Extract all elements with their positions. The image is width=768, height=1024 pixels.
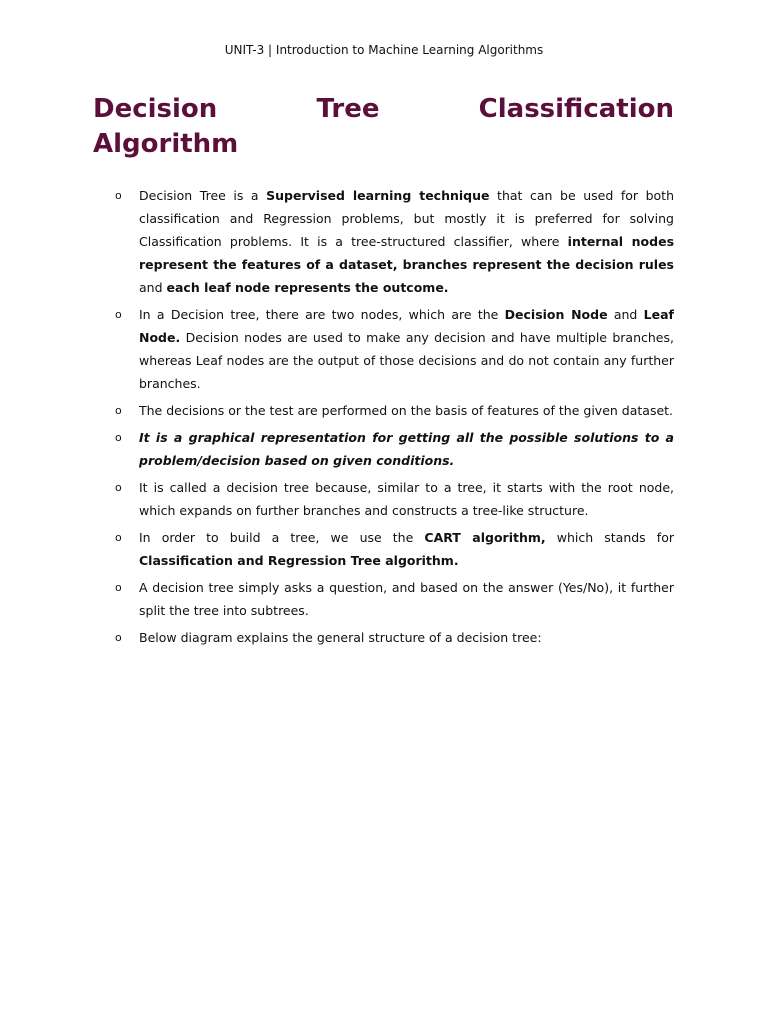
- list-item: [115, 476, 674, 522]
- bullet-circle-icon: o: [115, 531, 122, 544]
- item-text: It is called a decision tree because, similar to a tree, it starts with the root node, which expands on further branches and constructs a tree-like structure.: [139, 480, 674, 518]
- item-bold-text: each leaf node represents the outcome.: [166, 280, 449, 295]
- title-word: Decision: [93, 94, 218, 124]
- list-item: [115, 184, 674, 299]
- list-item: [115, 426, 674, 472]
- title-line-2: Algorithm: [93, 129, 239, 159]
- item-bold-italic-text: It is a graphical representation for getting all the possible solutions to a problem/decision based on given conditions.: [139, 430, 674, 468]
- list-item: [115, 526, 674, 572]
- list-item: [115, 576, 674, 622]
- item-text: and: [607, 307, 644, 322]
- item-bold-text: Leaf Node.: [139, 307, 674, 345]
- bullet-circle-icon: o: [115, 404, 122, 417]
- bullet-circle-icon: o: [115, 631, 122, 644]
- item-text: that can be used for both classification and Regression problems, but mostly it is preferred for solving Classification problems. It is a tree-structured classifier, where: [139, 188, 674, 249]
- item-bold-text: Supervised learning technique: [266, 188, 490, 203]
- running-header: UNIT-3 | Introduction to Machine Learning Algorithms: [224, 43, 544, 57]
- item-bold-text: Classification and Regression Tree algorithm.: [139, 553, 459, 568]
- item-text: Decision nodes are used to make any decision and have multiple branches, whereas Leaf nodes are the output of those decisions and do not contain any further branches.: [139, 330, 674, 391]
- title-word: Classification: [478, 94, 674, 124]
- bullet-circle-icon: o: [115, 189, 122, 202]
- item-text: In a Decision tree, there are two nodes, which are the: [139, 307, 505, 322]
- item-text: The decisions or the test are performed on the basis of features of the given dataset.: [139, 403, 674, 418]
- item-text: Decision Tree is a: [139, 188, 267, 203]
- item-bold-text: internal nodes represent the features of a dataset, branches represent the decision rules: [139, 234, 675, 272]
- bullet-circle-icon: o: [115, 481, 122, 494]
- page-title: [93, 92, 674, 162]
- item-bold-text: Decision Node: [504, 307, 608, 322]
- item-text: In order to build a tree, we use the: [139, 530, 425, 545]
- list-item: [115, 399, 674, 422]
- title-line-1: [93, 92, 674, 127]
- bullet-circle-icon: o: [115, 431, 122, 444]
- bullet-circle-icon: o: [115, 581, 122, 594]
- item-text: A decision tree simply asks a question, and based on the answer (Yes/No), it further split the tree into subtrees.: [139, 580, 674, 618]
- title-word: Tree: [316, 94, 380, 124]
- item-text: and: [139, 280, 167, 295]
- list-item: [115, 303, 674, 395]
- item-bold-text: CART algorithm,: [424, 530, 546, 545]
- list-item: [115, 626, 674, 649]
- bullet-list: [115, 184, 674, 653]
- item-text: Below diagram explains the general structure of a decision tree:: [139, 630, 542, 645]
- item-text: which stands for: [545, 530, 674, 545]
- bullet-circle-icon: o: [115, 308, 122, 321]
